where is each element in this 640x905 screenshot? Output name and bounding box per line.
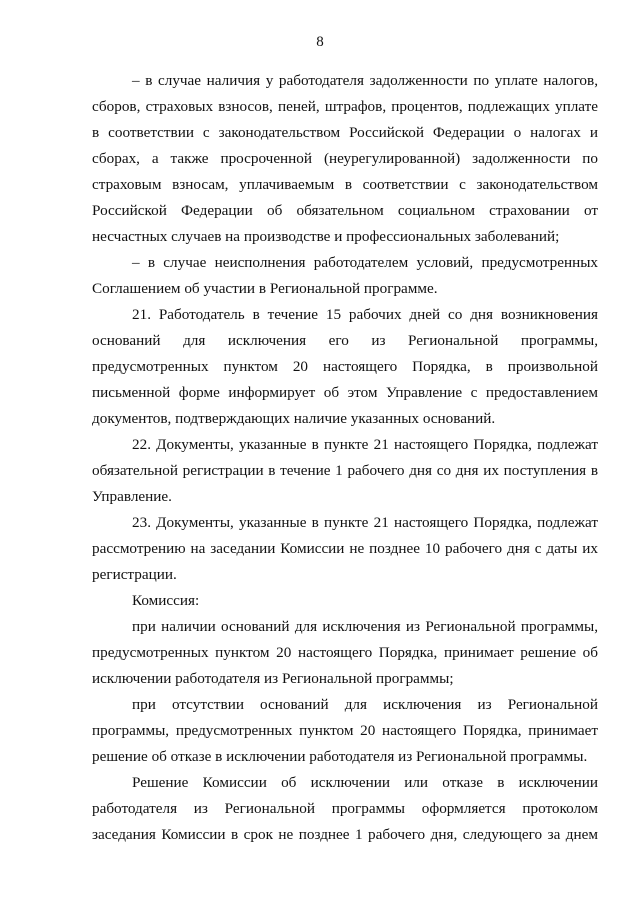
text-line: обязательной регистрации в течение 1 рабочего дня со дня их поступления в [92,462,598,479]
text-line: оснований для исключения его из Региональной программы, [92,332,598,349]
text-line: заседания Комиссии в срок не позднее 1 рабочего дня, следующего за днем [92,826,598,843]
text-line: при наличии оснований для исключения из Региональной программы, [132,618,598,635]
text-line: Решение Комиссии об исключении или отказе в исключении [132,774,598,791]
text-line: Соглашением об участии в Региональной программе. [92,280,438,297]
text-line: программы, предусмотренных пунктом 20 настоящего Порядка, принимает [92,722,598,739]
text-line: документов, подтверждающих наличие указанных оснований. [92,410,496,427]
text-line: работодателя из Региональной программы оформляется протоколом [92,800,598,817]
text-line: Российской Федерации об обязательном социальном страховании от [92,202,598,219]
text-line: письменной форме информирует об этом Управление с предоставлением [92,384,598,401]
text-line: в соответствии с законодательством Российской Федерации о налогах и [92,124,598,141]
text-line: сборов, страховых взносов, пеней, штрафов, процентов, подлежащих уплате [92,98,598,115]
text-line: 23. Документы, указанные в пункте 21 настоящего Порядка, подлежат [132,514,598,531]
text-line: – в случае наличия у работодателя задолженности по уплате налогов, [132,72,598,89]
text-line: страховым взносам, уплачиваемым в соответствии с законодательством [92,176,598,193]
text-line: при отсутствии оснований для исключения из Региональной [132,696,598,713]
text-line: рассмотрению на заседании Комиссии не позднее 10 рабочего дня с даты их [92,540,598,557]
text-line: исключении работодателя из Региональной программы; [92,670,454,687]
text-line: предусмотренных пунктом 20 настоящего Порядка, принимает решение об [92,644,598,661]
text-line: Управление. [92,488,172,505]
text-line: решение об отказе в исключении работодателя из Региональной программы. [92,748,588,765]
text-line: 21. Работодатель в течение 15 рабочих дней со дня возникновения [132,306,598,323]
text-line: предусмотренных пунктом 20 настоящего Порядка, в произвольной [92,358,598,375]
text-line: 22. Документы, указанные в пункте 21 настоящего Порядка, подлежат [132,436,598,453]
text-line: регистрации. [92,566,177,583]
page-number: 8 [316,34,324,50]
text-line: несчастных случаев на производстве и профессиональных заболеваний; [92,228,560,245]
text-line: сборах, а также просроченной (неурегулированной) задолженности по [92,150,598,167]
text-line: Комиссия: [132,592,200,609]
text-line: – в случае неисполнения работодателем условий, предусмотренных [132,254,598,271]
